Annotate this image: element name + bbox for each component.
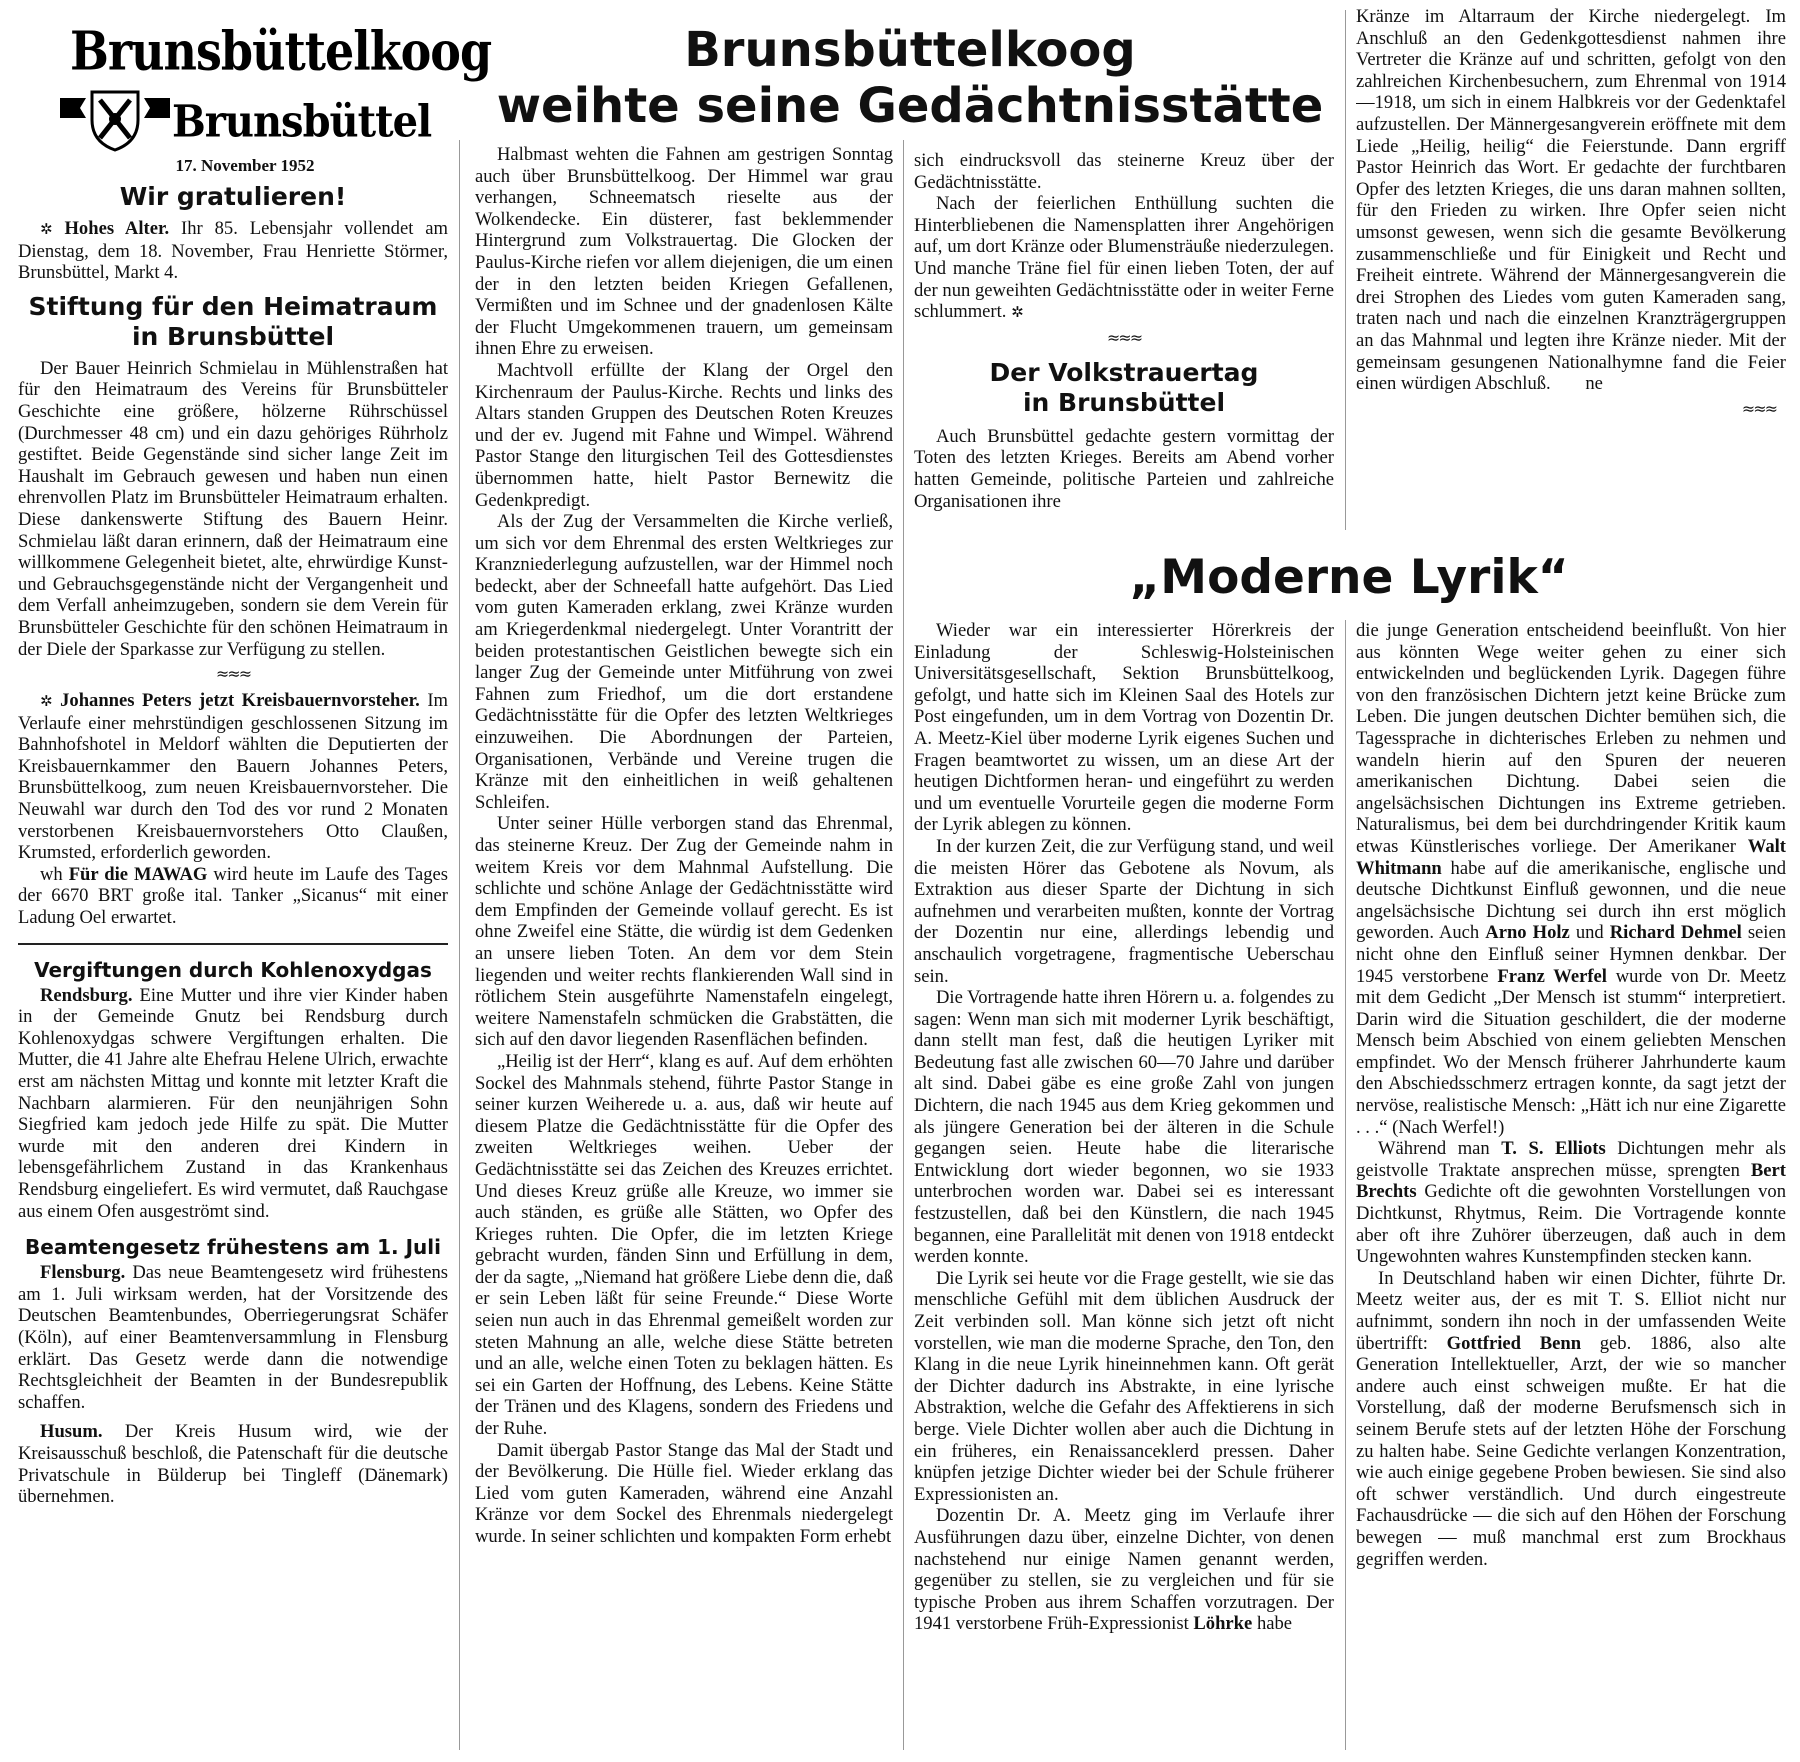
volkstrauertag-text: Kränze im Altarraum der Kirche niedergelegt. Im Anschluß an den Gedenkgottesdienst nahmen ihre Vertreter die Kränze auf und schritten, gefolgt von den zahlreichen Kirchenbesuchern, zum Ehrenmal von 1914—1918, um sich in einem Halbkreis vor der Gedenktafel aufzustellen. Der Männergesangverein eröffnete mit dem Liede „Heilig, heilig“ die Feierstunde. Dann ergriff Pastor Heinrich das Wort. Er gedachte der furchtbaren Opfer des letzten Krieges, die uns daran mahnen sollten, für den Frieden zu wirken. Ihre Opfer seien nicht umsonst gewesen, wenn sich die gesamte Bevölkerung zusammenschließe und für Einigkeit und Recht und Freiheit eintrete. Während der Männergesangverein die drei Strophen des Liedes vom guten Kameraden sang, traten nach und nach die einzelnen Kranzträgergruppen an das Mahnmal und legten ihre Kränze nieder. Mit der gemeinsam gesungenen Nationalhymne fand die Feier einen würdigen Abschluß. [1356, 6, 1786, 395]
lyrik-text: geb. 1886, also alte Generation Intellektueller, Arzt, der wie so mancher andere auch einst schweigen mußte. Er hat die Vorstellung, daß der moderne Berufsmensch sich in seinem Berufe stets auf der letzten Höhe der Forschung zu halten habe. Seine Gedichte verlangen Konzentration, wie auch einige gegebene Proben bewiesen. Sie sind also oft schwer verständlich. Und durch eingestreute Fachausdrücke — die sich auf den Höhen der Forschung bewegen — muß manchmal erst zum Brockhaus gegriffen werden. [1356, 1332, 1786, 1570]
husum-paragraph [18, 1421, 448, 1507]
star-icon: ✲ [1011, 303, 1024, 322]
volkstrauertag-paragraph-1: Auch Brunsbüttel gedachte gestern vormittag der Toten des letzten Krieges. Bereits am Abend vorher hatten Gemeinde, politische Parteien und zahlreiche Organisationen ihre [914, 425, 1334, 512]
lyrik-column-1 [914, 620, 1334, 1750]
stiftung-title-line2: in Brunsbüttel [131, 321, 335, 351]
main-paragraph-2: Machtvoll erfüllte der Klang der Orgel den Kirchenraum der Paulus-Kirche. Rechts und links des Altars standen Gruppen des Deutschen Roten Kreuzes und der ev. Jugend mit Fahne und Wimpel. Während Pastor Stange den liturgischen Teil des Gottesdienstes übernommen hatte, hielt Pastor Bernewitz die Gedenkpredigt. [475, 359, 893, 511]
poet-name: Bert Brechts [1356, 1159, 1786, 1203]
masthead [60, 20, 492, 148]
vergiftungen-paragraph [18, 985, 448, 1223]
volkstrauertag-signature: ne [1585, 373, 1603, 395]
mawag-text: wird heute im Laufe des Tages der 6670 BRT große ital. Tanker „Sicanus“ mit einer Ladung Oel erwartet. [18, 863, 448, 929]
divider-rule [18, 943, 448, 945]
gratulieren-lead: Hohes Alter. [64, 218, 170, 239]
volkstrauertag-title-line2: in Brunsbüttel [1022, 387, 1226, 417]
squiggle-icon: ≈≈≈ [1741, 398, 1776, 418]
lyrik-text: habe auf die amerikanische, englische und deutsche Dichtkunst Einfluß gewonnen, und die neue angelsächsische Dichtung sei durch ihn erst möglich geworden. Auch [1356, 857, 1786, 944]
lyrik-paragraph-7 [1356, 1138, 1786, 1268]
main-paragraph-4: Unter seiner Hülle verborgen stand das Ehrenmal, das steinerne Kreuz. Der Zug der Gemeinde nahm in weitem Kreis vor dem Mahnmal Aufstellung. Die schlichte und schöne Anlage der Gedächtnisstätte wird dem Empfinden der Gemeinde vollauf gerecht. Es ist ohne Zweifel eine Stätte, die würdig ist dem Gedenken an unsere lieben Toten. An dem vor dem Stein liegenden und weiter rechts flankierenden Wall sind in rötlichem Stein ausgeführte Namenstafeln eingelegt, weitere Namenstafeln schmücken die Grabstätten, die sich auf den davor liegenden Rasenflächen befinden. [475, 813, 893, 1051]
husum-lead: Husum. [40, 1421, 103, 1443]
star-icon: ✲ [40, 220, 53, 238]
poet-name: Gottfried Benn [1446, 1332, 1582, 1354]
volkstrauertag-paragraph-2 [1356, 6, 1786, 395]
stiftung-title-line1: Stiftung für den Heimatraum [28, 291, 438, 321]
beamtengesetz-lead: Flensburg. [40, 1262, 126, 1284]
poet-name: Walt Whitmann [1356, 835, 1786, 879]
gratulieren-paragraph [18, 218, 448, 284]
main-paragraph-8 [914, 193, 1334, 324]
column-divider [1345, 620, 1346, 1750]
poet-name: Franz Werfel [1497, 965, 1607, 987]
peters-text: Im Verlaufe einer mehrstündigen geschlossenen Sitzung im Bahnhofshotel in Meldorf wählten die Deputierten der Kreisbauernkammer den Bauern Johannes Peters, Brunsbüttelkoog, zum neuen Kreisbauernvorsteher. Die Neuwahl war durch den Tod des vor rund 2 Monaten verstorbenen Kreisbauernvorstehers Otto Claußen, Krumsted, erforderlich geworden. [18, 690, 448, 864]
lyrik-column-2 [1356, 620, 1786, 1750]
lyrik-paragraph-8 [1356, 1268, 1786, 1570]
main-paragraph-6: Damit übergab Pastor Stange das Mal der Stadt und der Bevölkerung. Die Hülle fiel. Wieder erklang das Lied vom guten Kameraden, während eine Anzahl Kränze vor dem Sockel des Ehrenmals niedergelegt wurde. In seiner schlichten und kompakten Form erhebt [475, 1439, 893, 1547]
main-paragraph-5: „Heilig ist der Herr“, klang es auf. Auf dem erhöhten Sockel des Mahnmals stehend, führte Pastor Stange in seiner kurzen Weiherede u. a. aus, daß wir heute auf diesem Platze die Gedächtnisstätte für die Opfer des zweiten Weltkrieges weihen. Ueber der Gedächtnisstätte sei das Zeichen des Kreuzes errichtet. Und dieses Kreuz grüße alle Kreuze, wo immer sie auch ständen, es grüße alle Stätten, wo Opfer des Krieges ruhten. Die Opfer, die im letzten Kriege gebracht wurden, fänden Sinn und Erfüllung in dem, der da sagte, „Niemand hat größere Liebe denn die, daß er sein Leben läßt für seine Freunde.“ Diese Worte seien nun auch in das Ehrenmal gemeißelt worden zur steten Mahnung an alle, welche diese Stätte betreten und an alle, welche einen Toten zu beklagen hätten. Es sei ein Garten der Hoffnung, des Lebens. Keine Stätte der Tränen und des Klagens, sondern des Friedens und der Ruhe. [475, 1050, 893, 1440]
main-paragraph-8-text: Nach der feierlichen Enthüllung suchten die Hinterbliebenen die Namensplatten ihrer Angehörigen auf, um dort Kränze oder Blumensträuße niederzulegen. Und manche Träne fiel für einen lieben Toten, der auf der nun geweihten Gedächtnisstätte oder in weiter Ferne schlummert. [914, 193, 1334, 323]
lyrik-paragraph-6 [1356, 620, 1786, 1138]
lyrik-paragraph-5-end: habe [1256, 1613, 1293, 1635]
lyrik-paragraph-4: Die Lyrik sei heute vor die Frage gestellt, wie sie das menschliche Gefühl mit dem üblichen Ausdruck der Zeit verbinden soll. Man könne sich jetzt oft nicht vorstellen, wie man die moderne Sprache, den Ton, den Klang in die neue Lyrik hineinnehmen kann. Oft gerät der Dichter dadurch ins Abstrakte, in eine lyrische Abstraktion, welche die Gefahr des Affektierens in sich berge. Viele Dichter wollen aber auch die Dichtung in ein früheres, ein Renaissanceklerd pressen. Daher knüpfen jetzige Dichter wieder bei der Schule früherer Expressionisten an. [914, 1267, 1334, 1505]
gratulieren-title: Wir gratulieren! [119, 182, 347, 211]
beamtengesetz-title: Beamtengesetz frühestens am 1. Juli [25, 1235, 441, 1260]
peters-lead: Johannes Peters jetzt Kreisbauernvorsteher. [60, 690, 420, 712]
mawag-lead: Für die MAWAG [68, 863, 208, 885]
poet-name: Löhrke [1193, 1613, 1253, 1635]
poet-name: Arno Holz [1485, 922, 1570, 944]
column-divider [903, 140, 904, 1750]
gratulieren-text: Ihr 85. Lebensjahr vollendet am Dienstag, dem 18. November, Frau Henriette Störmer, Brunsbüttel, Markt 4. [18, 218, 448, 284]
lyrik-text: Gedichte oft die gewohnten Vorstellungen von Dichtkunst, Rhytmus, Reim. Die Vortragende konnte aber oft ihre Zuhörer überzeugen, daß auch in dem Ungewohnten wahres Kunstempfinden stecken kann. [1356, 1181, 1786, 1268]
mawag-paragraph [18, 864, 448, 929]
poet-name: T. S. Elliots [1501, 1138, 1606, 1160]
vergiftungen-title: Vergiftungen durch Kohlenoxydgas [34, 957, 432, 982]
column-main-1 [475, 144, 893, 1750]
beamtengesetz-text: Das neue Beamtengesetz wird frühestens am 1. Juli wirksam werden, hat der Vorsitzende des Deutschen Beamtenbundes, Oberriegerungsrat Schäfer (Köln), auf einer Beamtenversammlung in Flensburg erklärt. Das Gesetz werde dann die notwendige Rechtsgleichheit der Beamten in der Bundesrepublik schaffen. [18, 1262, 448, 1413]
lyrik-paragraph-2: In der kurzen Zeit, die zur Verfügung stand, und weil die meisten Hörer das Gebotene als Novum, als Extraktion aus dieser Sparte der Dichtung in sich aufnehmen und verarbeiten mußten, konnte der Vortrag der Dozentin nur eine, allerdings lebendig und anschaulich vorgetragene, fragmentische Ueberschau sein. [914, 835, 1334, 987]
mawag-prefix: wh [40, 863, 63, 885]
lyrik-title: „Moderne Lyrik“ [1129, 550, 1569, 605]
volkstrauertag-title-line1: Der Volkstrauertag [989, 357, 1259, 387]
squiggle-icon: ≈≈≈ [1106, 327, 1142, 347]
column-right-upper [1356, 6, 1786, 536]
issue-date: 17. November 1952 [175, 156, 315, 175]
squiggle-icon: ≈≈≈ [215, 664, 251, 684]
lyrik-paragraph-3: Die Vortragende hatte ihren Hörern u. a. folgendes zu sagen: Wenn man sich mit moderner Lyrik beschäftigt, dann stellt man fest, daß die heutigen Lyriker mit Bedeutung fast alle zwischen 60—70 Jahre und darüber alt sind. Dabei gäbe es eine große Zahl von jungen Dichtern, die nach 1945 aus dem Krieg gekommen und als jüngere Generation bei der älteren in die Schule gegangen seien. Heute habe die literarische Entwicklung dort wieder begonnen, wo sie 1933 unterbrochen worden war. Dabei sei es interessant festzustellen, daß bei den Künstlern, die nach 1945 begannen, eine Parallelität mit denen von 1918 entdeckt werden konnte. [914, 987, 1334, 1268]
lyrik-text: seien nicht ohne den Einfluß seiner Hymnen denkbar. Der 1945 verstorbene [1356, 922, 1786, 987]
main-title-line2: weihte seine Gedächtnisstätte [496, 78, 1324, 134]
peters-paragraph [18, 690, 448, 864]
lyrik-paragraph-1: Wieder war ein interessierter Hörerkreis der Einladung der Schleswig-Holsteinischen Universitätsgesellschaft, Sektion Brunsbüttelkoog, gefolgt, und hatte sich im Kleinen Saal des Hotels zur Post eingefunden, um in dem Vortrag von Dozentin Dr. A. Meetz-Kiel über moderne Lyrik eigenes Suchen und Fragen beamtwortet zu wissen, um an diese Art der heutigen Dichtformen heran- und eingeführt zu werden und um eventuelle Vorurteile gegen die moderne Form der Lyrik ablegen zu können. [914, 620, 1334, 836]
vergiftungen-text: Eine Mutter und ihre vier Kinder haben in der Gemeinde Gnutz bei Rendsburg durch Kohlenoxydgas schwere Vergiftungen erhalten. Die Mutter, die 41 Jahre alte Ehefrau Helene Ulrich, erwachte erst am nächsten Mittag und konnte mit letzter Kraft die Nachbarn alarmieren. Für den neunjährigen Sohn Siegfried kam jedoch jede Hilfe zu spät. Die Mutter wurde mit den anderen drei Kindern in lebensgefährlichem Zustand in das Krankenhaus Rendsburg eingeliefert. Es wird vermutet, daß Rauchgase aus einem Ofen ausgeströmt sind. [18, 984, 448, 1222]
lyrik-paragraph-5-text: Dozentin Dr. A. Meetz ging im Verlaufe ihrer Ausführungen dazu über, einzelne Dichter, von denen nachstehend nur einige Namen genannt werden, gegenüber zu stellen, sie zu vergleichen und für sie typische Proben aus ihrem Schaffen vorzutragen. Der 1941 verstorbene Früh-Expressionist [914, 1505, 1334, 1635]
lyrik-text: In Deutschland haben wir einen Dichter, führte Dr. Meetz weiter aus, der es mit T. S. Elliot nicht nur aufnimmt, sondern ihn noch in der umfassenden Weite übertrifft: [1356, 1267, 1786, 1354]
vergiftungen-lead: Rendsburg. [40, 984, 133, 1006]
main-paragraph-7: sich eindrucksvoll das steinerne Kreuz über der Gedächtnisstätte. [914, 150, 1334, 193]
column-divider [1345, 10, 1346, 530]
masthead-line1: Brunsbüttelkoog [70, 20, 492, 83]
column-main-2 [914, 150, 1334, 530]
lyrik-paragraph-5 [914, 1505, 1334, 1635]
lyrik-text: wurde von Dr. Meetz mit dem Gedicht „Der Mensch ist stumm“ interpretiert. Darin wird die Situation geschildert, die der moderne Mensch beim Abschied von einem geliebten Menschen empfindet. Wo der Mensch früherer Jahrhunderte kaum den Abschiedsschmerz ertragen konnte, da sagt jetzt der nervöse, realistische Mensch: „Hätt ich nur eine Zigarette . . .“ (Nach Werfel!) [1356, 965, 1786, 1138]
column-left [18, 180, 448, 1740]
husum-text: Der Kreis Husum wird, wie der Kreisausschuß beschloß, die Patenschaft für die deutsche Privatschule in Bülderup bei Tingleff (Dänemark) übernehmen. [18, 1421, 448, 1508]
coat-of-arms-icon [60, 86, 170, 152]
stiftung-paragraph: Der Bauer Heinrich Schmielau in Mühlenstraßen hat für den Heimatraum des Vereins für Brunsbütteler Geschichte eine größere, hölzerne Rührschüssel (Durchmesser 48 cm) und ein dazu gehöriges Rührholz gestiftet. Beide Gegenstände sind sicher lange Zeit im Haushalt im Gebrauch gewesen und haben nun einen ehrenvollen Platz im Brunsbütteler Heimatraum erhalten. Diese dankenswerte Stiftung des Bauern Heinr. Schmielau läßt daran erinnern, daß der Heimatraum eine willkommene Gelegenheit bietet, alte, ehrwürdige Kunst- und Gebrauchsgegenstände nicht der Vergangenheit und dem Verfall anheimzugeben, sondern sie dem Verein für Brunsbütteler Geschichte für den schönen Heimatraum in der Diele der Sparkasse zur Verfügung zu stellen. [18, 357, 448, 660]
poet-name: Richard Dehmel [1609, 922, 1742, 944]
main-title-line1: Brunsbüttelkoog [684, 22, 1136, 78]
lyrik-text: die junge Generation entscheidend beeinflußt. Von hier aus könnten Wege weiter gehen zu einer sich entwickelnden und beglückenden Lyrik. Dagegen führe von den französischen Dichtern jetzt keine Brücke zum Leben. Die jungen deutschen Dichter bemühen sich, die Tagessprache in dichterisches Erleben zu nehmen und wandeln hierin auf den Spuren der neueren amerikanischen Dichtung. Dabei seien die angelsächsischen Dichtungen ins Extreme getrieben. Naturalismus, bei dem bei durchdringender Kritik kaum etwas Künstlerisches vorliege. Der Amerikaner [1356, 620, 1786, 857]
beamtengesetz-paragraph [18, 1262, 448, 1413]
star-icon: ✲ [40, 692, 53, 711]
column-divider [459, 140, 460, 1750]
lyrik-text: und [1575, 922, 1604, 944]
lyrik-text: Während man [1378, 1138, 1490, 1160]
masthead-line2: Brunsbüttel [172, 96, 432, 148]
lyrik-text: Dichtungen mehr als geistvolle Traktate ansprechen müsse, sprengten [1356, 1138, 1786, 1181]
main-paragraph-1: Halbmast wehten die Fahnen am gestrigen Sonntag auch über Brunsbüttelkoog. Der Himmel war grau verhangen, Schneematsch rieselte aus der Wolkendecke. Ein düsterer, fast beklemmender Hintergrund zum Volkstrauertag. Die Glocken der Paulus-Kirche riefen vor allem diejenigen, die um einen der in den letzten beiden Kriegen Gefallenen, Vermißten und im Schnee und der gnadenlosen Kälte der Flucht Umgekommenen trauern, um gemeinsam ihnen Ehre zu erweisen. [475, 144, 893, 360]
main-paragraph-3: Als der Zug der Versammelten die Kirche verließ, um sich vor dem Ehrenmal des ersten Weltkrieges zur Kranzniederlegung aufzustellen, war der Himmel noch bedeckt, aber der Schneefall hatte aufgehört. Das Lied vom guten Kameraden erklang, zwei Kränze wurden am Kriegerdenkmal niedergelegt. Unter Vorantritt der beiden protestantischen Geistlichen bewegte sich ein langer Zug der Gemeinde unter Mitführung von zwei Fahnen zum Friedhof, um die dort erstandene Gedächtnisstätte für die Opfer des letzten Weltkrieges einzuweihen. Die Abordnungen der Parteien, Organisationen, Verbände und Vereine trugen die Kränze mit den einheitlichen in weiß gehaltenen Schleifen. [475, 511, 893, 813]
